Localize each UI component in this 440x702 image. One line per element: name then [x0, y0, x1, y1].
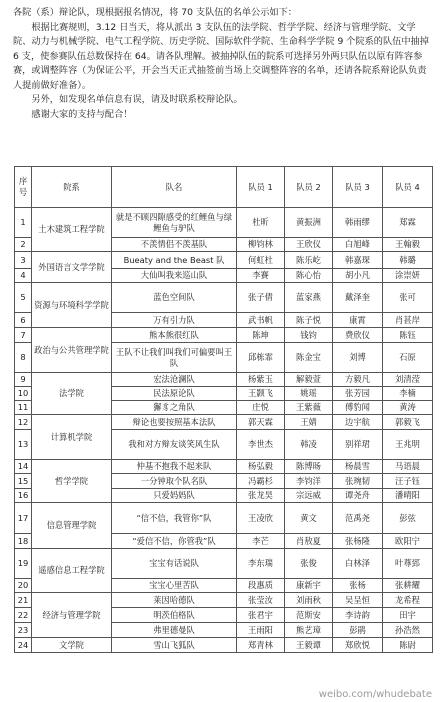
member-name: 邱栋霏: [237, 343, 285, 373]
member-name: 王凌欣: [237, 503, 285, 534]
member-name: 边宇航: [333, 415, 383, 430]
row-number: 15: [15, 474, 32, 489]
team-name: 熊本熊很红队: [112, 328, 237, 343]
team-name: 雪山飞狐队: [112, 638, 237, 653]
member-name: 韩雨缪: [333, 208, 383, 238]
team-name: Bueaty and the Beast 队: [112, 252, 237, 269]
team-name: 就是不顾四隙感受的红鲤鱼与绿鲤鱼与驴队: [112, 208, 237, 238]
member-name: 范禹尧: [333, 503, 383, 534]
row-number: 8: [15, 343, 32, 373]
member-name: 张莹汝: [237, 593, 285, 608]
member-name: 吴呈恒: [333, 593, 383, 608]
member-name: 姚瑶: [285, 387, 333, 401]
table-row: [15, 638, 433, 653]
table-row: [15, 503, 433, 534]
team-name: 民法原论队: [112, 387, 237, 401]
member-name: 杜昕: [237, 208, 285, 238]
team-name: 蓝色空间队: [112, 283, 237, 313]
member-name: 张君宇: [237, 608, 285, 623]
member-name: 欧阳宁: [383, 534, 433, 549]
member-name: 陈金宝: [285, 343, 333, 373]
row-number: 9: [15, 373, 32, 387]
team-name: “爱信不信，你管我”队: [112, 534, 237, 549]
row-number: 20: [15, 579, 32, 593]
row-number: 12: [15, 415, 32, 430]
department-name: 遥感信息工程学院: [32, 549, 112, 593]
header-dept: 院系: [32, 167, 112, 208]
member-name: 王颢飞: [237, 387, 285, 401]
member-name: 李賽: [237, 269, 285, 283]
member-name: 何虹杜: [237, 252, 285, 269]
table-row: [15, 283, 433, 313]
member-name: 方毅凡: [333, 373, 383, 387]
department-name: 土木建筑工程学院: [32, 208, 112, 252]
team-name: 只爱妈妈队: [112, 489, 237, 503]
department-name: 信息管理学院: [32, 503, 112, 549]
team-name: 莱因哈德队: [112, 593, 237, 608]
header-member2: 队员 2: [285, 167, 333, 208]
member-name: 黄振洲: [285, 208, 333, 238]
row-number: 4: [15, 269, 32, 283]
member-name: 李诗韵: [333, 608, 383, 623]
row-number: 21: [15, 593, 32, 608]
header-member4: 队员 4: [383, 167, 433, 208]
intro-rules-paragraph: 根据比赛规则，3.12 日当天，将从派出 3 支队伍的法学院、哲学学院、经济与管理学院、文学院、动力与机械学院、电气工程学院、历史学院、国际软件学院、生命科学学院 9 个院系的队伍中抽掉 6 支，使参赛队伍总数保持在 64。请各队理解。被抽掉队伍的院系可选择另外两只队伍以原有阵容参赛，或调整阵容（为保证公平，开会当天正式抽签前当场上交调整阵容的名单，还请各院系辩论队负责人提前做好准备）。: [13, 21, 429, 91]
member-name: 黄涛: [383, 401, 433, 415]
row-number: 2: [15, 238, 32, 252]
member-name: 张芳园: [333, 387, 383, 401]
member-name: 张耕耀: [383, 579, 433, 593]
table-row: [15, 460, 433, 474]
member-name: 郑欣悦: [333, 638, 383, 653]
member-name: 王婧: [285, 415, 333, 430]
member-name: 谭尧舟: [333, 489, 383, 503]
member-name: 王毅谭: [285, 638, 333, 653]
team-name: 不羡情侣不羡基队: [112, 238, 237, 252]
member-name: 郑霖: [383, 208, 433, 238]
member-name: 王雨阳: [237, 623, 285, 638]
weibo-watermark: weibo.com/whudebate: [318, 689, 432, 700]
member-name: 柳钧林: [237, 238, 285, 252]
member-name: 张俊: [285, 549, 333, 579]
member-name: 王兆明: [383, 430, 433, 460]
member-name: 刘清滢: [383, 373, 433, 387]
department-name: 经济与管理学院: [32, 593, 112, 638]
row-number: 24: [15, 638, 32, 653]
department-name: 政治与公共管理学院: [32, 328, 112, 373]
member-name: 王翰毅: [383, 238, 433, 252]
header-no: 序号: [15, 167, 32, 208]
team-name: 辩论也要按照基本法队: [112, 415, 237, 430]
member-name: 宗远威: [285, 489, 333, 503]
member-name: 杨晨雪: [333, 460, 383, 474]
row-number: 11: [15, 401, 32, 415]
member-name: 涂崇妍: [383, 269, 433, 283]
member-name: 杨紫玉: [237, 373, 285, 387]
member-name: 彭弦: [383, 503, 433, 534]
member-name: 张杨隆: [333, 534, 383, 549]
member-name: 张琬韧: [333, 474, 383, 489]
member-name: 肖甚岸: [383, 313, 433, 328]
team-list-table: [14, 166, 433, 653]
member-name: 孙浩然: [383, 623, 433, 638]
member-name: 石原: [383, 343, 433, 373]
row-number: 5: [15, 283, 32, 313]
header-member1: 队员 1: [237, 167, 285, 208]
team-name: 宝宝心里苦队: [112, 579, 237, 593]
member-name: 龙希程: [383, 593, 433, 608]
team-name: “信不信，我管你”队: [112, 503, 237, 534]
team-name: 仲基不抱我不起来队: [112, 460, 237, 474]
table-row: [15, 549, 433, 579]
member-name: 李楠: [383, 387, 433, 401]
row-number: 3: [15, 252, 32, 269]
row-number: 17: [15, 503, 32, 534]
team-name: 弗里德曼队: [112, 623, 237, 638]
team-name: 宏法沧澜队: [112, 373, 237, 387]
member-name: 康新宇: [285, 579, 333, 593]
member-name: 解毅萱: [285, 373, 333, 387]
member-name: 武书帆: [237, 313, 285, 328]
department-name: 哲学学院: [32, 460, 112, 503]
intro-thanks-paragraph: 感谢大家的支持与配合！: [31, 108, 133, 120]
team-name: 万有引力队: [112, 313, 237, 328]
member-name: 陈心怡: [285, 269, 333, 283]
team-name: 宝宝有话说队: [112, 549, 237, 579]
department-name: 资源与环境科学学院: [32, 283, 112, 328]
member-name: 李东瑞: [237, 549, 285, 579]
member-name: 汪子钰: [383, 474, 433, 489]
member-name: 陈子悦: [285, 313, 333, 328]
team-name: 一分钟取个队名队: [112, 474, 237, 489]
team-name: 明茨伯格队: [112, 608, 237, 623]
member-name: 王欣仪: [285, 238, 333, 252]
row-number: 1: [15, 208, 32, 238]
member-name: 熊艺璋: [285, 623, 333, 638]
row-number: 16: [15, 489, 32, 503]
table-row: [15, 415, 433, 430]
member-name: 郑青林: [237, 638, 285, 653]
announcement-intro: [13, 6, 431, 122]
row-number: 13: [15, 430, 32, 460]
member-name: 别祥珺: [333, 430, 383, 460]
member-name: 张可: [383, 283, 433, 313]
member-name: 王紫薇: [285, 401, 333, 415]
table-row: [15, 252, 433, 269]
member-name: 陈乐屹: [285, 252, 333, 269]
member-name: 傅豹闻: [333, 401, 383, 415]
row-number: 7: [15, 328, 32, 343]
member-name: 白林泽: [333, 549, 383, 579]
team-name: 獬豸之角队: [112, 401, 237, 415]
member-name: 胡小凡: [333, 269, 383, 283]
member-name: 陈钰: [383, 328, 433, 343]
member-name: 刘雨秋: [285, 593, 333, 608]
member-name: 康霄: [333, 313, 383, 328]
member-name: 钱钧: [285, 328, 333, 343]
member-name: 马语晨: [383, 460, 433, 474]
table-body: [15, 208, 433, 653]
member-name: 张龙昊: [237, 489, 285, 503]
member-name: 白旭峰: [333, 238, 383, 252]
member-name: 杨弘毅: [237, 460, 285, 474]
member-name: 蓝家燕: [285, 283, 333, 313]
row-number: 18: [15, 534, 32, 549]
member-name: 叶尊郅: [383, 549, 433, 579]
member-name: 肖敖夏: [285, 534, 333, 549]
member-name: 韩嘉琛: [333, 252, 383, 269]
intro-line: 各院（系）辩论队，现根据报名情况，将 70 支队伍的名单公示如下：: [13, 7, 297, 18]
team-name: 大仙叫我来巡山队: [112, 269, 237, 283]
member-name: 陈博旸: [285, 460, 333, 474]
member-name: 范斯安: [285, 608, 333, 623]
table-row: [15, 208, 433, 238]
member-name: 韩凌: [285, 430, 333, 460]
table-header-row: [15, 167, 433, 208]
member-name: 郭毅飞: [383, 415, 433, 430]
row-number: 6: [15, 313, 32, 328]
department-name: 外国语言文学学院: [32, 252, 112, 283]
row-number: 14: [15, 460, 32, 474]
member-name: 黄文: [285, 503, 333, 534]
member-name: 田宇: [383, 608, 433, 623]
member-name: 李世杰: [237, 430, 285, 460]
member-name: 戴泽奎: [333, 283, 383, 313]
member-name: 庄悦: [237, 401, 285, 415]
table-row: [15, 328, 433, 343]
member-name: 张子倩: [237, 283, 285, 313]
intro-contact-paragraph: 另外，如发现名单信息有误，请及时联系校辩论队。: [31, 94, 243, 105]
row-number: 19: [15, 549, 32, 579]
member-name: 费欣仪: [333, 328, 383, 343]
department-name: 文学院: [32, 638, 112, 653]
member-name: 冯霸杉: [237, 474, 285, 489]
member-name: 李芒: [237, 534, 285, 549]
table-row: [15, 593, 433, 608]
member-name: 潘晴阳: [383, 489, 433, 503]
row-number: 23: [15, 623, 32, 638]
member-name: 韩璐: [383, 252, 433, 269]
header-member3: 队员 3: [333, 167, 383, 208]
table-row: [15, 373, 433, 387]
row-number: 10: [15, 387, 32, 401]
team-name: 王队不让我们叫我们可偏要叫王队: [112, 343, 237, 373]
member-name: 刘博: [333, 343, 383, 373]
team-name: 我和对方辩友谈笑风生队: [112, 430, 237, 460]
header-team: 队名: [112, 167, 237, 208]
row-number: 22: [15, 608, 32, 623]
member-name: 李钧洋: [285, 474, 333, 489]
member-name: 陈坤: [237, 328, 285, 343]
department-name: 计算机学院: [32, 415, 112, 460]
member-name: 张杨: [333, 579, 383, 593]
member-name: 陈尉: [383, 638, 433, 653]
department-name: 法学院: [32, 373, 112, 415]
member-name: 郭天霖: [237, 415, 285, 430]
member-name: 彭鹃: [333, 623, 383, 638]
member-name: 段惠质: [237, 579, 285, 593]
